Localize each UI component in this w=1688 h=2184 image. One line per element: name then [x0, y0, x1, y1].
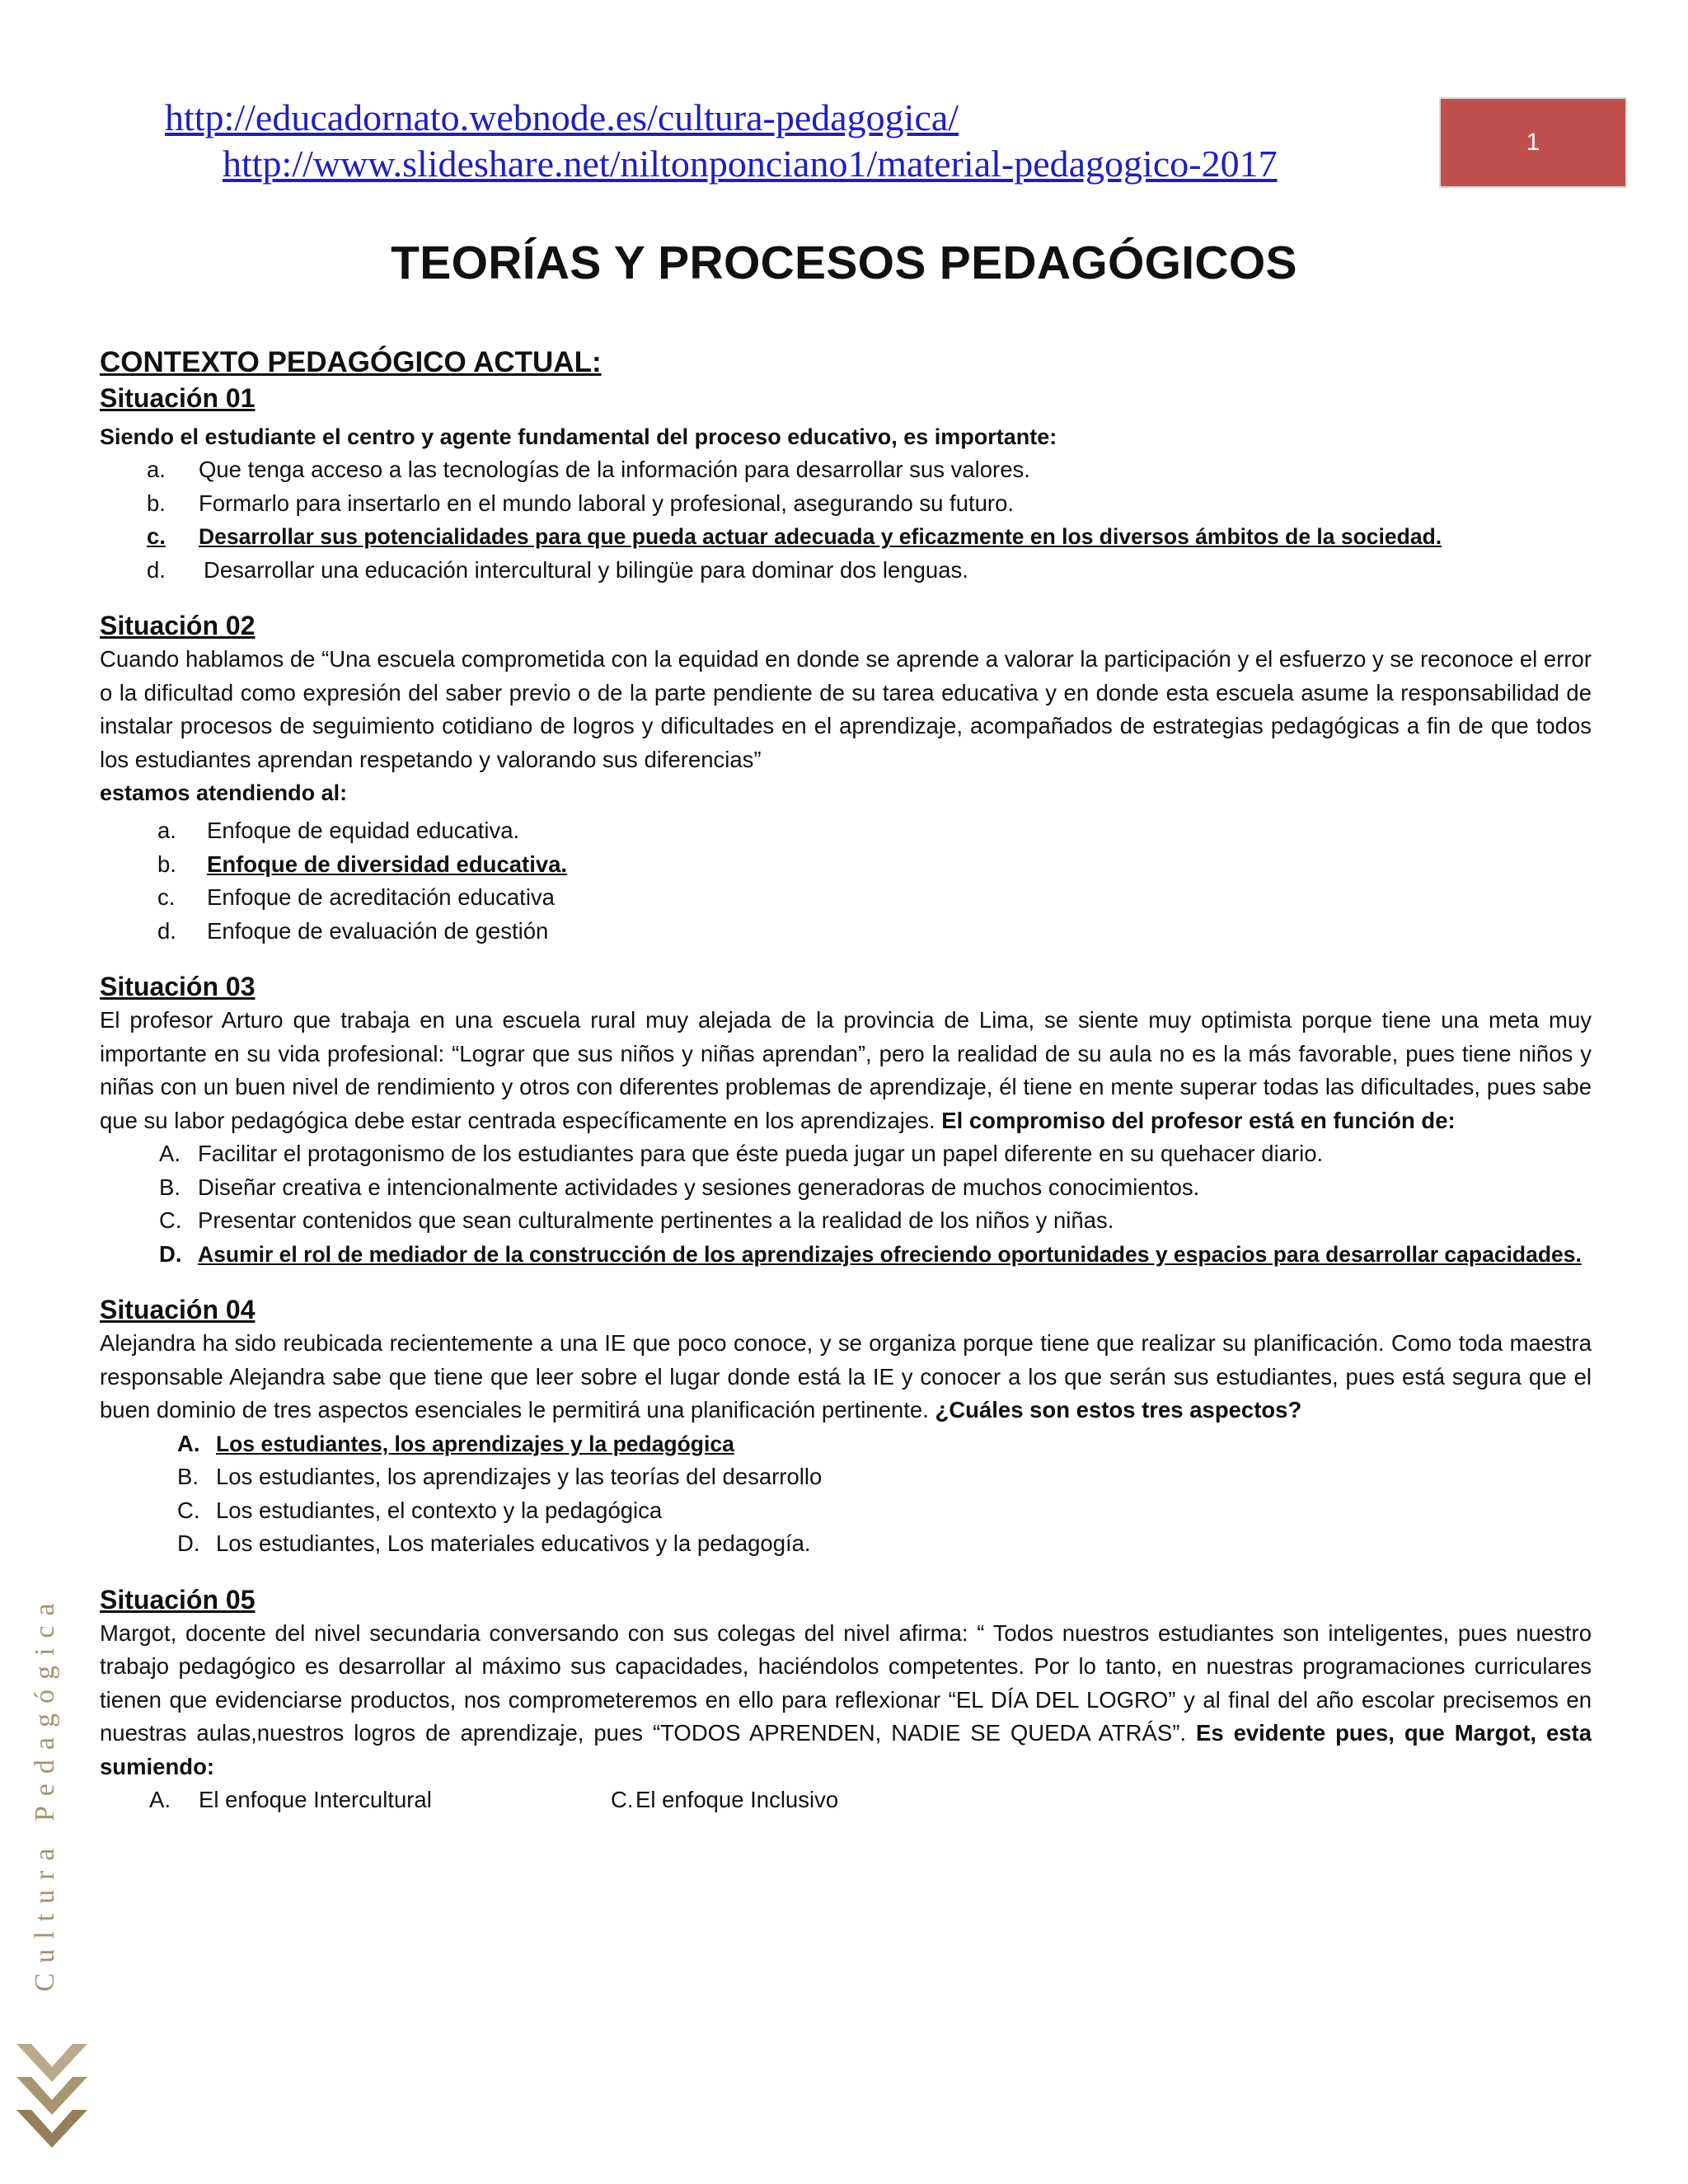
option-item [159, 1204, 1592, 1238]
situation-03-heading: Situación 03 [100, 972, 256, 1001]
option-item-correct [157, 848, 1592, 882]
option-letter: a. [147, 457, 166, 482]
situation-02-body: Cuando hablamos de “Una escuela comprometida con la equidad en donde se aprende a valorar la participación y el esfuerzo y se reconoce el error o la dificultad como expresión del saber previo o de la parte pendiente de su tarea educativa y en donde esta escuela asume la responsabilidad de instalar procesos de seguimiento cotidiano de logros y dificultades en el aprendizaje, acompañados de estrategias pedagógicas a fin de que todos los estudiantes aprendan respetando y valorando sus diferencias” [100, 646, 1592, 772]
situation-01-heading: Situación 01 [100, 383, 256, 413]
option-letter: A. [149, 1787, 171, 1812]
situation-02-heading: Situación 02 [100, 611, 256, 640]
page-number-badge [1439, 97, 1627, 188]
option-letter: C. [611, 1787, 634, 1812]
option-letter: d. [147, 556, 166, 583]
option-item [157, 814, 1592, 848]
option-letter: A. [177, 1430, 200, 1456]
option-letter: D. [177, 1530, 200, 1556]
situation-03-options [159, 1137, 1592, 1271]
situation-05-heading: Situación 05 [100, 1584, 256, 1615]
option-letter: a. [157, 818, 176, 843]
option-item [177, 1460, 1592, 1494]
context-heading: CONTEXTO PEDAGÓGICO ACTUAL: [100, 346, 602, 378]
option-letter: B. [159, 1174, 181, 1200]
option-item-correct [159, 1238, 1592, 1272]
situation-05-question: Es evidente pues, que Margot, esta sumiendo: [100, 1720, 1592, 1779]
option-letter: C. [159, 1207, 182, 1233]
option-letter: D. [159, 1240, 182, 1267]
situation-05-text: Margot, docente del nivel secundaria conversando con sus colegas del nivel afirma: “ Todos nuestros estudiantes son inteligentes, pues nuestro trabajo pedagógico es desarrollar al máximo sus capacidades, haciéndolos competentes. Por lo tanto, en nuestras programaciones curriculares tienen que evidenciarse productos, nos comprometeremos en ello para reflexionar “EL DÍA DEL LOGRO” y al final del año escolar precisemos en nuestras aulas,nuestros logros de aprendizaje, pues “TODOS APRENDEN, NADIE SE QUEDA ATRÁS”. [100, 1619, 1592, 1746]
situation-03-body [100, 1004, 1592, 1137]
option-letter: C. [177, 1497, 200, 1523]
option-text: Enfoque de diversidad educativa. [207, 851, 568, 877]
option-text: Los estudiantes, el contexto y la pedagógica [216, 1497, 663, 1523]
situation-04-question: ¿Cuáles son estos tres aspectos? [935, 1397, 1302, 1422]
option-text: El enfoque Inclusivo [635, 1787, 839, 1812]
option-item [147, 453, 1592, 487]
option-text: Diseñar creativa e intencionalmente actividades y sesiones generadoras de muchos conocimientos. [198, 1174, 1200, 1200]
document-body [100, 344, 1592, 1817]
option-item [177, 1527, 1592, 1561]
chevron-down-icon [16, 2044, 87, 2151]
situation-05-body [100, 1617, 1592, 1784]
option-item [159, 1137, 1592, 1171]
situation-03-question: El compromiso del profesor está en función de: [941, 1107, 1456, 1133]
situation-04-body [100, 1327, 1592, 1427]
option-text: Desarrollar una educación intercultural y bilingüe para dominar dos lenguas. [204, 556, 968, 583]
sidebar-brand [25, 1586, 66, 1999]
option-text: Enfoque de evaluación de gestión [207, 917, 549, 944]
option-letter: b. [147, 490, 166, 516]
option-letter: B. [177, 1464, 199, 1489]
option-text: Asumir el rol de mediador de la construcción de los aprendizajes ofreciendo oportunidades y espacios para desarrollar capacidades. [198, 1241, 1582, 1267]
option-item-correct [177, 1427, 1592, 1461]
header-url-slideshare[interactable]: http://www.slideshare.net/niltonponciano1/material-pedagogico-2017 [223, 143, 1278, 185]
situation-01-options [147, 453, 1592, 587]
page-number: 1 [1526, 129, 1540, 156]
option-item [159, 1171, 1592, 1205]
header-url-webnode[interactable]: http://educadornato.webnode.es/cultura-pedagogica/ [165, 96, 959, 138]
option-letter: A. [159, 1141, 181, 1166]
option-text: Enfoque de equidad educativa. [207, 818, 520, 843]
option-text: Facilitar el protagonismo de los estudiantes para que éste pueda jugar un papel diferente en su quehacer diario. [198, 1141, 1324, 1166]
option-item [157, 915, 1592, 949]
situation-03-text: El profesor Arturo que trabaja en una escuela rural muy alejada de la provincia de Lima, se siente muy optimista porque tiene una meta muy importante en su vida profesional: “Lograr que sus niños y niñas aprendan”, pero la realidad de su aula no es la más favorable, pues tiene niños y niñas con un buen nivel de rendimiento y otros con diferentes problemas de aprendizaje, él tiene en mente superar todas las dificultades, pues sabe que su labor pedagógica debe estar centrada específicamente en los aprendizajes. [100, 1007, 1592, 1133]
situation-04-options [177, 1427, 1592, 1561]
situation-01-question: Siendo el estudiante el centro y agente fundamental del proceso educativo, es importante: [100, 424, 1057, 449]
option-text: Los estudiantes, Los materiales educativos y la pedagogía. [216, 1530, 811, 1556]
option-letter: b. [157, 851, 176, 877]
situation-05-options [149, 1783, 1592, 1817]
option-text: Desarrollar sus potencialidades para que pueda actuar adecuada y eficazmente en los diversos ámbitos de la sociedad. [199, 524, 1442, 549]
option-letter: c. [157, 884, 176, 910]
option-text: Formarlo para insertarlo en el mundo laboral y profesional, asegurando su futuro. [199, 490, 1015, 516]
option-item [177, 1494, 1592, 1528]
option-item [157, 881, 1592, 915]
option-text: Los estudiantes, los aprendizajes y la pedagógica [216, 1431, 734, 1456]
situation-02-options [157, 814, 1592, 948]
situation-04-heading: Situación 04 [100, 1295, 256, 1324]
option-item [147, 487, 1592, 521]
option-letter: c. [147, 523, 166, 549]
option-text: El enfoque Intercultural [199, 1787, 432, 1812]
page-title: TEORÍAS Y PROCESOS PEDAGÓGICOS [391, 237, 1297, 289]
option-item-correct [147, 520, 1592, 554]
option-text: Los estudiantes, los aprendizajes y las teorías del desarrollo [216, 1464, 823, 1489]
sidebar-label: Cultura Pedagógica [30, 1593, 60, 1992]
option-text: Que tenga acceso a las tecnologías de la información para desarrollar sus valores. [199, 457, 1030, 482]
option-text: Presentar contenidos que sean culturalmente pertinentes a la realidad de los niños y niñas. [198, 1207, 1114, 1233]
option-text: Enfoque de acreditación educativa [207, 884, 555, 910]
option-letter: d. [157, 917, 176, 944]
option-item [147, 554, 1592, 588]
situation-02-question: estamos atendiendo al: [100, 780, 348, 805]
situation-04-text: Alejandra ha sido reubicada recientemente a una IE que poco conoce, y se organiza porque tiene que realizar su planificación. Como toda maestra responsable Alejandra sabe que tiene que leer sobre el lugar donde está la IE y conocer a los que serán sus estudiantes, pues está segura que el buen dominio de tres aspectos esenciales le permitirá una planificación pertinente. [100, 1330, 1592, 1422]
